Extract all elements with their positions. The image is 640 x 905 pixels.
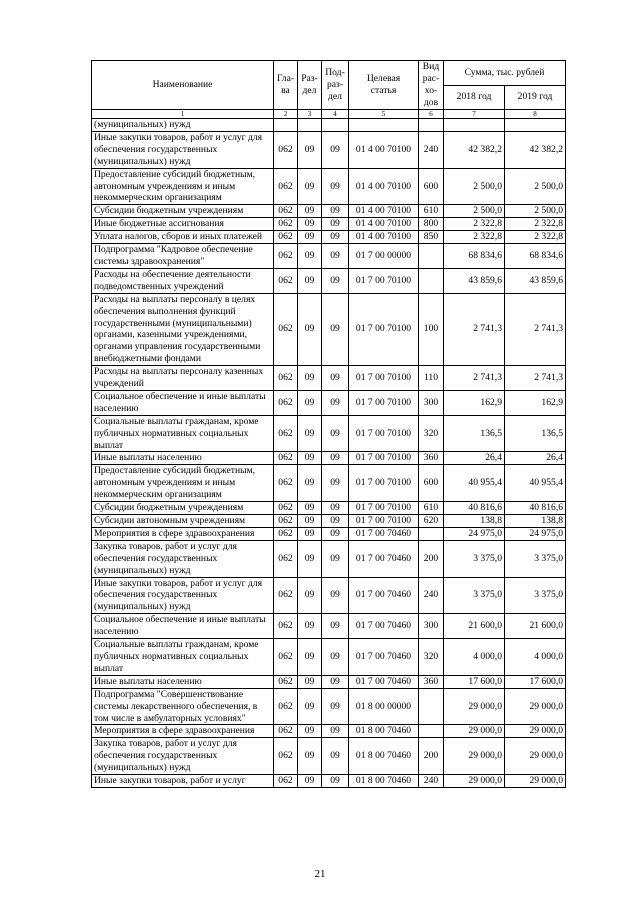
row-section [298,119,322,132]
row-chapter: 062 [274,452,298,465]
row-subsection [322,119,349,132]
row-section: 09 [298,415,322,452]
row-expense-type [419,268,444,293]
row-chapter: 062 [274,168,298,205]
row-chapter: 062 [274,540,298,577]
table-row [92,268,566,293]
row-amount-2018: 138,8 [444,515,505,528]
row-chapter: 062 [274,205,298,218]
table-row [92,231,566,244]
row-target: 01 7 00 70460 [349,577,419,614]
row-target: 01 7 00 70100 [349,515,419,528]
row-name: Предоставление субсидий бюджетным, автономным учреждениям и иным некоммерческим организациям [92,465,274,502]
row-expense-type: 100 [419,293,444,365]
row-section: 09 [298,614,322,639]
row-target: 01 7 00 70100 [349,390,419,415]
budget-table [91,60,566,788]
row-chapter: 062 [274,738,298,775]
row-target: 01 4 00 70100 [349,131,419,168]
table-row [92,688,566,725]
row-expense-type: 240 [419,131,444,168]
row-chapter: 062 [274,244,298,269]
row-amount-2018: 2 322,8 [444,231,505,244]
row-subsection: 09 [322,502,349,515]
row-chapter: 062 [274,675,298,688]
row-expense-type: 300 [419,614,444,639]
row-target: 01 7 00 70460 [349,675,419,688]
row-amount-2018: 29 000,0 [444,775,505,788]
row-expense-type: 240 [419,577,444,614]
header-expense-type: Вид рас- хо- дов [419,61,444,110]
row-name: Расходы на обеспечение деятельности подведомственных учреждений [92,268,274,293]
row-name: Расходы на выплаты персоналу в целях обеспечения выполнения функций государственными (муниципальными) органами, казенными учреждениями, органами управления государственными внебюджетными фондами [92,293,274,365]
row-subsection: 09 [322,577,349,614]
row-section: 09 [298,293,322,365]
row-amount-2019: 136,5 [505,415,566,452]
row-amount-2018: 43 859,6 [444,268,505,293]
row-chapter: 062 [274,268,298,293]
row-subsection: 09 [322,688,349,725]
row-amount-2019: 68 834,6 [505,244,566,269]
column-number: 7 [444,110,505,119]
row-target: 01 7 00 00000 [349,244,419,269]
row-section: 09 [298,231,322,244]
row-subsection: 09 [322,268,349,293]
row-name: Социальные выплаты гражданам, кроме публичных нормативных социальных выплат [92,415,274,452]
row-chapter: 062 [274,527,298,540]
row-section: 09 [298,218,322,231]
row-target: 01 7 00 70460 [349,540,419,577]
row-name: Иные выплаты населению [92,675,274,688]
table-row [92,725,566,738]
row-subsection: 09 [322,131,349,168]
row-chapter: 062 [274,218,298,231]
table-row [92,775,566,788]
row-target: 01 7 00 70460 [349,639,419,676]
row-name: Социальное обеспечение и иные выплаты населению [92,614,274,639]
row-expense-type [419,688,444,725]
column-number: 6 [419,110,444,119]
row-name: Уплата налогов, сборов и иных платежей [92,231,274,244]
column-number: 3 [298,110,322,119]
row-amount-2019: 26,4 [505,452,566,465]
row-target: 01 7 00 70100 [349,502,419,515]
column-number: 4 [322,110,349,119]
table-row [92,244,566,269]
row-subsection: 09 [322,415,349,452]
row-section: 09 [298,527,322,540]
row-amount-2019: 29 000,0 [505,775,566,788]
row-subsection: 09 [322,540,349,577]
column-number: 2 [274,110,298,119]
row-subsection: 09 [322,244,349,269]
row-expense-type: 320 [419,639,444,676]
row-section: 09 [298,502,322,515]
row-name: Закупка товаров, работ и услуг для обеспечения государственных (муниципальных) нужд [92,738,274,775]
row-amount-2018: 29 000,0 [444,688,505,725]
row-amount-2019: 29 000,0 [505,688,566,725]
row-chapter: 062 [274,415,298,452]
table-row [92,119,566,132]
row-subsection: 09 [322,366,349,391]
row-amount-2018: 40 816,6 [444,502,505,515]
row-target: 01 7 00 70460 [349,614,419,639]
row-subsection: 09 [322,231,349,244]
row-section: 09 [298,366,322,391]
row-name: Мероприятия в сфере здравоохранения [92,725,274,738]
row-section: 09 [298,452,322,465]
row-section: 09 [298,390,322,415]
row-expense-type: 610 [419,205,444,218]
header-section: Раз- дел [298,61,322,110]
row-name: Расходы на выплаты персоналу казенных учреждений [92,366,274,391]
row-amount-2019 [505,119,566,132]
row-amount-2019: 29 000,0 [505,725,566,738]
table-row [92,465,566,502]
row-subsection: 09 [322,527,349,540]
table-row [92,205,566,218]
row-amount-2018: 29 000,0 [444,725,505,738]
row-section: 09 [298,131,322,168]
row-name: Иные бюджетные ассигнования [92,218,274,231]
row-target: 01 7 00 70100 [349,293,419,365]
row-target: 01 7 00 70460 [349,527,419,540]
table-row [92,738,566,775]
row-subsection: 09 [322,775,349,788]
row-chapter: 062 [274,390,298,415]
row-expense-type: 600 [419,168,444,205]
row-name: Подпрограмма "Кадровое обеспечение системы здравоохранения" [92,244,274,269]
table-row [92,577,566,614]
row-amount-2018: 24 975,0 [444,527,505,540]
row-section: 09 [298,688,322,725]
row-amount-2019: 24 975,0 [505,527,566,540]
header-name: Наименование [92,61,274,110]
row-name: (муниципальных) нужд [92,119,274,132]
row-expense-type: 200 [419,738,444,775]
table-row [92,168,566,205]
row-amount-2018: 17 600,0 [444,675,505,688]
row-amount-2018: 26,4 [444,452,505,465]
row-amount-2018: 2 741,3 [444,366,505,391]
table-row [92,515,566,528]
row-subsection: 09 [322,293,349,365]
column-number: 1 [92,110,274,119]
row-name: Социальные выплаты гражданам, кроме публичных нормативных социальных выплат [92,639,274,676]
row-expense-type: 360 [419,452,444,465]
row-subsection: 09 [322,168,349,205]
row-chapter: 062 [274,231,298,244]
header-year-2018: 2018 год [444,85,505,110]
row-amount-2019: 40 955,4 [505,465,566,502]
row-amount-2019: 3 375,0 [505,577,566,614]
row-subsection: 09 [322,725,349,738]
table-row [92,675,566,688]
row-chapter: 062 [274,131,298,168]
row-expense-type: 240 [419,775,444,788]
row-amount-2019: 43 859,6 [505,268,566,293]
row-amount-2018: 2 741,3 [444,293,505,365]
row-target: 01 4 00 70100 [349,231,419,244]
row-chapter: 062 [274,577,298,614]
row-amount-2018: 2 322,8 [444,218,505,231]
header-amount: Сумма, тыс. рублей [444,61,566,86]
row-amount-2019: 29 000,0 [505,738,566,775]
row-section: 09 [298,639,322,676]
row-subsection: 09 [322,515,349,528]
row-amount-2018: 136,5 [444,415,505,452]
table-row [92,293,566,365]
row-section: 09 [298,675,322,688]
row-section: 09 [298,775,322,788]
row-chapter: 062 [274,614,298,639]
row-amount-2018: 68 834,6 [444,244,505,269]
row-chapter: 062 [274,502,298,515]
row-amount-2019: 2 500,0 [505,205,566,218]
row-amount-2019: 17 600,0 [505,675,566,688]
row-expense-type: 600 [419,465,444,502]
table-row [92,614,566,639]
table-row [92,366,566,391]
table-body [92,119,566,788]
row-expense-type [419,527,444,540]
row-expense-type: 850 [419,231,444,244]
header-target: Целевая статья [349,61,419,110]
row-amount-2018: 162,9 [444,390,505,415]
row-amount-2019: 4 000,0 [505,639,566,676]
row-target: 01 4 00 70100 [349,205,419,218]
row-subsection: 09 [322,675,349,688]
row-chapter: 062 [274,725,298,738]
row-expense-type: 200 [419,540,444,577]
row-subsection: 09 [322,639,349,676]
row-amount-2019: 40 816,6 [505,502,566,515]
row-target: 01 4 00 70100 [349,218,419,231]
header-subsection: Под- раз- дел [322,61,349,110]
row-expense-type: 620 [419,515,444,528]
row-section: 09 [298,168,322,205]
row-amount-2019: 138,8 [505,515,566,528]
row-section: 09 [298,515,322,528]
row-amount-2018: 42 382,2 [444,131,505,168]
row-section: 09 [298,540,322,577]
row-expense-type: 320 [419,415,444,452]
row-target: 01 8 00 70460 [349,738,419,775]
row-name: Иные закупки товаров, работ и услуг [92,775,274,788]
table-row [92,502,566,515]
row-expense-type: 110 [419,366,444,391]
row-subsection: 09 [322,614,349,639]
row-chapter: 062 [274,688,298,725]
header-year-2019: 2019 год [505,85,566,110]
row-name: Закупка товаров, работ и услуг для обеспечения государственных (муниципальных) нужд [92,540,274,577]
row-target: 01 4 00 70100 [349,168,419,205]
row-amount-2019: 21 600,0 [505,614,566,639]
row-target [349,119,419,132]
table-row [92,452,566,465]
row-target: 01 7 00 70100 [349,268,419,293]
row-name: Мероприятия в сфере здравоохранения [92,527,274,540]
row-amount-2018: 3 375,0 [444,540,505,577]
row-amount-2018: 4 000,0 [444,639,505,676]
row-target: 01 7 00 70100 [349,366,419,391]
row-name: Иные закупки товаров, работ и услуг для обеспечения государственных (муниципальных) нужд [92,577,274,614]
row-amount-2019: 2 500,0 [505,168,566,205]
row-amount-2018: 2 500,0 [444,168,505,205]
row-name: Субсидии бюджетным учреждениям [92,502,274,515]
row-section: 09 [298,577,322,614]
row-chapter: 062 [274,465,298,502]
row-target: 01 7 00 70100 [349,465,419,502]
row-subsection: 09 [322,218,349,231]
row-target: 01 8 00 70460 [349,775,419,788]
page-number: 21 [314,868,326,880]
row-amount-2018: 29 000,0 [444,738,505,775]
row-chapter: 062 [274,293,298,365]
row-subsection: 09 [322,465,349,502]
row-chapter: 062 [274,639,298,676]
row-amount-2018: 40 955,4 [444,465,505,502]
row-subsection: 09 [322,452,349,465]
row-expense-type: 360 [419,675,444,688]
column-number: 8 [505,110,566,119]
row-section: 09 [298,268,322,293]
row-amount-2019: 2 741,3 [505,366,566,391]
row-expense-type [419,119,444,132]
column-numbers-row [92,110,566,119]
row-chapter: 062 [274,775,298,788]
row-amount-2018: 2 500,0 [444,205,505,218]
row-amount-2019: 162,9 [505,390,566,415]
table-row [92,540,566,577]
row-subsection: 09 [322,205,349,218]
row-target: 01 8 00 00000 [349,688,419,725]
row-expense-type: 610 [419,502,444,515]
row-target: 01 8 00 70460 [349,725,419,738]
header-chapter: Гла- ва [274,61,298,110]
row-amount-2019: 42 382,2 [505,131,566,168]
table-row [92,131,566,168]
row-section: 09 [298,725,322,738]
row-name: Иные закупки товаров, работ и услуг для обеспечения государственных (муниципальных) нужд [92,131,274,168]
row-subsection: 09 [322,390,349,415]
row-name: Подпрограмма "Совершенствование системы лекарственного обеспечения, в том числе в амбулаторных условиях" [92,688,274,725]
row-expense-type [419,725,444,738]
table-row [92,415,566,452]
row-name: Предоставление субсидий бюджетным, автономным учреждениям и иным некоммерческим организациям [92,168,274,205]
row-subsection: 09 [322,738,349,775]
row-amount-2019: 3 375,0 [505,540,566,577]
row-amount-2019: 2 322,8 [505,218,566,231]
row-section: 09 [298,244,322,269]
row-chapter: 062 [274,515,298,528]
row-chapter [274,119,298,132]
table-row [92,527,566,540]
row-expense-type [419,244,444,269]
row-target: 01 7 00 70100 [349,415,419,452]
table-row [92,390,566,415]
table-row [92,639,566,676]
row-target: 01 7 00 70100 [349,452,419,465]
row-name: Социальное обеспечение и иные выплаты населению [92,390,274,415]
row-name: Субсидии бюджетным учреждениям [92,205,274,218]
row-expense-type: 300 [419,390,444,415]
row-chapter: 062 [274,366,298,391]
row-amount-2018: 3 375,0 [444,577,505,614]
column-number: 5 [349,110,419,119]
row-section: 09 [298,465,322,502]
row-section: 09 [298,738,322,775]
row-amount-2018: 21 600,0 [444,614,505,639]
row-amount-2018 [444,119,505,132]
row-amount-2019: 2 741,3 [505,293,566,365]
row-section: 09 [298,205,322,218]
row-expense-type: 800 [419,218,444,231]
table-row [92,218,566,231]
row-amount-2019: 2 322,8 [505,231,566,244]
row-name: Субсидии автономным учреждениям [92,515,274,528]
row-name: Иные выплаты населению [92,452,274,465]
